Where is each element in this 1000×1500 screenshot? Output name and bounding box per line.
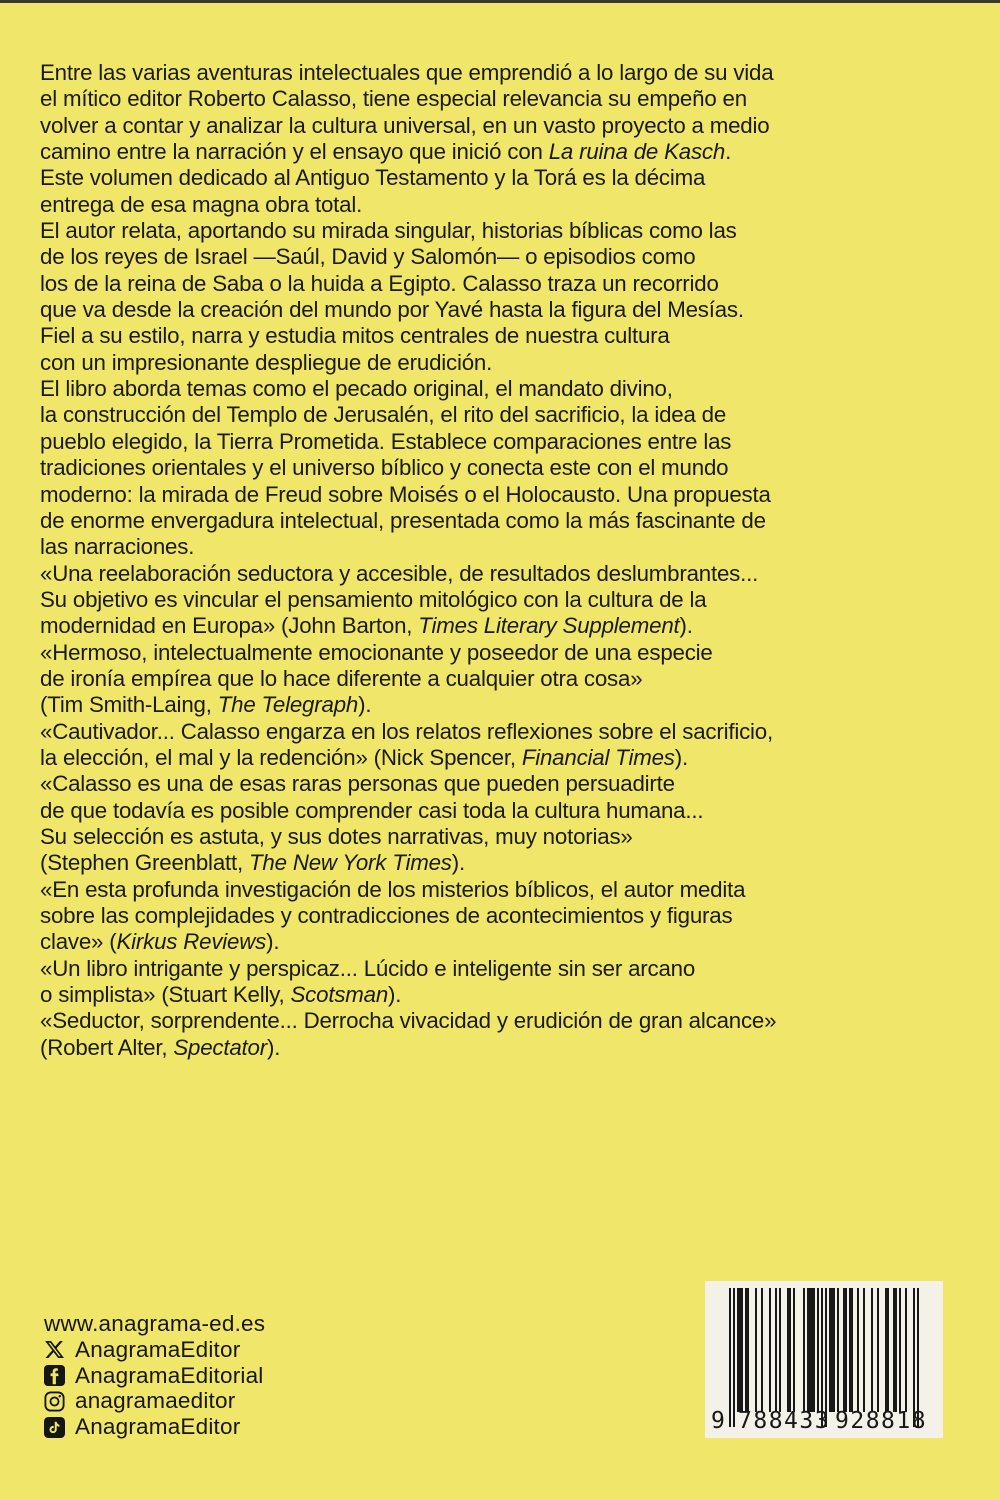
text-line: la elección, el mal y la redención» (Nick Spencer, Financial Times). (40, 744, 688, 770)
website-url: www.anagrama-ed.es (44, 1311, 266, 1336)
text-line: tradiciones orientales y el universo bíblico y conecta este con el mundo (40, 455, 729, 481)
tiktok-handle: AnagramaEditor (75, 1414, 241, 1440)
text-line: «Calasso es una de esas raras personas que pueden persuadirte (40, 771, 675, 797)
text-line: volver a contar y analizar la cultura universal, en un vasto proyecto a medio (40, 112, 770, 138)
text-line: o simplista» (Stuart Kelly, Scotsman). (40, 982, 402, 1008)
text-line: «Cautivador... Calasso engarza en los relatos reflexiones sobre el sacrificio, (40, 718, 773, 744)
text-line: Su selección es astuta, y sus dotes narrativas, muy notorias» (40, 823, 633, 849)
text-line: (Robert Alter, Spectator). (40, 1034, 281, 1060)
text-line: las narraciones. (40, 534, 195, 560)
text-line: de los reyes de Israel —Saúl, David y Salomón— o episodios como (40, 244, 696, 270)
text-line: pueblo elegido, la Tierra Prometida. Establece comparaciones entre las (40, 428, 732, 454)
barcode-digit-group: 928818 (835, 1408, 928, 1434)
tiktok-icon (44, 1417, 65, 1438)
social-row-facebook (44, 1363, 265, 1389)
text-line: Fiel a su estilo, narra y estudia mitos centrales de nuestra cultura (40, 323, 670, 349)
barcode-number (705, 1408, 943, 1434)
text-line: (Tim Smith-Laing, The Telegraph). (40, 692, 372, 718)
text-line: El autor relata, aportando su mirada singular, historias bíblicas como las (40, 218, 737, 244)
text-line: sobre las complejidades y contradicciones de acontecimientos y figuras (40, 903, 733, 928)
text-line: Su objetivo es vincular el pensamiento mitológico con la cultura de la (40, 586, 707, 612)
x-icon (44, 1339, 65, 1360)
text-line: «Un libro intrigante y perspicaz... Lúcido e inteligente sin ser arcano (40, 955, 696, 981)
text-line: con un impresionante despliegue de erudición. (40, 349, 493, 375)
barcode-bars (729, 1288, 919, 1428)
text-line: Este volumen dedicado al Antiguo Testamento y la Torá es la décima (40, 165, 706, 191)
text-line: modernidad en Europa» (John Barton, Times Literary Supplement). (40, 613, 693, 639)
text-line: los de la reina de Saba o la huida a Egipto. Calasso traza un recorrido (40, 270, 719, 296)
text-line: entrega de esa magna obra total. (40, 191, 363, 217)
text-line: «En esta profunda investigación de los misterios bíblicos, el autor medita (40, 876, 746, 902)
x-handle: AnagramaEditor (75, 1336, 241, 1362)
barcode-digit-group: 788433 (738, 1408, 831, 1434)
social-row-tiktok (44, 1414, 265, 1440)
text-line: moderno: la mirada de Freud sobre Moisés o el Holocausto. Una propuesta (40, 481, 771, 507)
instagram-handle: anagramaeditor (75, 1388, 236, 1414)
text-line: la construcción del Templo de Jerusalén, el rito del sacrificio, la idea de (40, 402, 727, 428)
text-line: de que todavía es posible comprender casi toda la cultura humana... (40, 797, 704, 823)
text-line: el mítico editor Roberto Calasso, tiene especial relevancia su empeño en (40, 86, 747, 112)
barcode-label (705, 1281, 943, 1438)
photo-top-edge (0, 0, 1000, 3)
text-line: (Stephen Greenblatt, The New York Times). (40, 850, 465, 876)
text-line: Entre las varias aventuras intelectuales que emprendió a lo largo de su vida (40, 60, 774, 85)
text-line: de ironía empírea que lo hace diferente a cualquier otra cosa» (40, 665, 643, 691)
text-line: de enorme envergadura intelectual, presentada como la más fascinante de (40, 507, 766, 533)
text-line: «Una reelaboración seductora y accesible, de resultados deslumbrantes... (40, 560, 759, 586)
back-cover-description (40, 60, 960, 1061)
text-line: que va desde la creación del mundo por Yavé hasta la figura del Mesías. (40, 297, 744, 323)
instagram-icon (44, 1391, 65, 1412)
facebook-icon (44, 1365, 65, 1386)
footer-links (44, 1311, 265, 1440)
social-row-instagram (44, 1388, 265, 1414)
barcode-digit-group: 9 (711, 1408, 725, 1434)
text-line: «Hermoso, intelectualmente emocionante y poseedor de una especie (40, 639, 713, 665)
text-line: «Seductor, sorprendente... Derrocha vivacidad y erudición de gran alcance» (40, 1008, 777, 1034)
text-line: clave» (Kirkus Reviews). (40, 929, 280, 955)
facebook-handle: AnagramaEditorial (75, 1362, 264, 1388)
social-row-x (44, 1337, 265, 1363)
text-line: El libro aborda temas como el pecado original, el mandato divino, (40, 376, 673, 402)
text-line: camino entre la narración y el ensayo que inició con La ruina de Kasch. (40, 139, 732, 165)
